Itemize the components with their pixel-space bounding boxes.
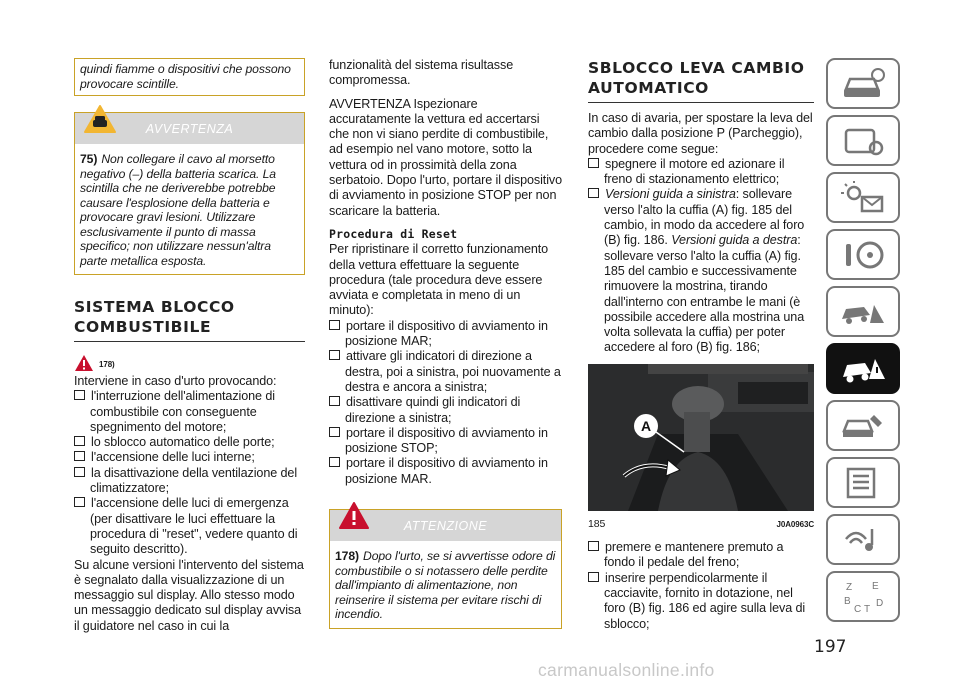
watermark: carmanualsonline.info — [538, 660, 715, 680]
alphabet-index-icon — [840, 578, 886, 616]
tab-starting-driving[interactable] — [826, 286, 900, 337]
list-item: disattivare quindi gli indicatori di direzione a sinistra; — [329, 395, 562, 426]
index-letter: D — [876, 597, 884, 609]
list-item: portare il dispositivo di avviamento in posizione MAR. — [329, 456, 562, 487]
chapter-tabs — [826, 58, 902, 628]
gear-release-intro: In caso di avaria, per spostare la leva del cambio dalla posizione P (Parcheggio), procedere come segue: — [588, 111, 813, 156]
danger-triangle-icon — [74, 354, 94, 372]
caution-reference — [74, 352, 305, 372]
tab-warning-lights[interactable] — [826, 172, 900, 223]
section-title-fuel-block — [74, 297, 305, 342]
warning-text: Non collegare il cavo al morsetto negativo (–) della batteria scarica. La scintilla che ne deriverebbe potrebbe causare l'esplosione della batteria e provocare gravi lesioni. Utilizzare esclusivamente il punto di massa specifico; non utilizzare nessun'altra parte metallica esposta. — [80, 152, 276, 268]
index-letter: T — [864, 603, 871, 615]
car-dashboard-icon — [840, 67, 886, 101]
list-item: portare il dispositivo di avviamento in posizione MAR; — [329, 319, 562, 350]
car-crash-icon — [839, 351, 887, 387]
tab-index[interactable] — [826, 571, 900, 622]
right-hand-drive-label: Versioni guida a destra — [671, 233, 798, 248]
section-title-line: COMBUSTIBILE — [74, 318, 212, 336]
index-letter: B — [844, 595, 851, 607]
index-letter: Z — [846, 581, 853, 593]
list-item — [588, 187, 814, 355]
inspection-warning-paragraph: AVVERTENZA Ispezionare accuratamente la vettura ed accertarsi che non vi siano perdite di combustibile, ad esempio nel vano motore, sotto la vettura od in prossimità della zona serbatoio. Dopo l'urto, portare il dispositivo di avviamento in posizione STOP per non scaricare la batteria. — [329, 96, 563, 218]
list-item: attivare gli indicatori di direzione a destra, poi a sinistra, poi nuovamente a destra e ancora a sinistra; — [329, 349, 562, 395]
list-item: premere e mantenere premuto a fondo il pedale del freno; — [588, 540, 814, 571]
warning-title: AVVERTENZA — [145, 122, 234, 136]
list-item: l'accensione delle luci di emergenza (per disattivare le luci effettuare la procedura di "reset", vedere quanto di seguito descritto). — [74, 496, 305, 557]
gear-lever-illustration — [588, 364, 814, 511]
list-item: l'accensione delle luci interne; — [74, 450, 305, 465]
list-item: la disattivazione della ventilazione del climatizzatore; — [74, 466, 305, 497]
warning-body — [75, 144, 304, 274]
car-key-icon — [840, 124, 886, 158]
index-letter: C — [854, 603, 862, 615]
left-hand-drive-label: Versioni guida a sinistra — [605, 187, 736, 202]
index-letter: E — [872, 580, 879, 592]
caution-number: 178) — [335, 549, 359, 564]
caution-text: Dopo l'urto, se si avvertisse odore di combustibile o si notassero delle perdite dall'impianto di alimentazione, non reinserire il sistema per evitare rischi di incendio. — [335, 549, 556, 622]
callout-label-a: A — [640, 417, 652, 434]
tab-service[interactable] — [826, 400, 900, 451]
section-title-gear-release — [588, 58, 814, 103]
list-item: l'interruzione dell'alimentazione di combustibile con conseguente spegnimento del motore; — [74, 389, 305, 435]
caution-ref-number: 178) — [99, 359, 115, 369]
gear-lever-photo — [588, 364, 814, 511]
tab-dashboard[interactable] — [826, 58, 900, 109]
caution-banner — [330, 510, 561, 541]
car-service-icon — [840, 409, 886, 443]
specs-list-icon — [840, 466, 886, 500]
steering-wheel-icon — [840, 238, 886, 272]
fuel-block-outro: Su alcune versioni l'intervento del sistema è segnalato dalla visualizzazione di un messaggio sul display. Allo stesso modo un messaggio dedicato sul display avvisa il guidatore nel caso in cui la — [74, 557, 304, 633]
list-item: spegnere il motore ed azionare il freno di stazionamento elettrico; — [588, 157, 814, 188]
continued-note: quindi fiamme o dispositivi che possono provocare scintille. — [80, 62, 291, 91]
tab-safety[interactable] — [826, 229, 900, 280]
warning-lights-icon — [840, 181, 886, 215]
reset-procedure-intro: Per ripristinare il corretto funzionamento della vettura effettuare la seguente procedura (tale procedura deve essere avviata e completata in meno di un minuto): — [329, 242, 549, 318]
section-title-line: SISTEMA BLOCCO — [74, 298, 235, 316]
reset-procedure-list — [329, 319, 562, 487]
figure-caption — [588, 517, 814, 532]
car-crash-icon — [840, 295, 886, 329]
warning-number: 75) — [80, 152, 98, 166]
column-2 — [329, 58, 562, 629]
column-3 — [588, 58, 814, 632]
column-1 — [74, 58, 305, 634]
section-title-line: SBLOCCO LEVA CAMBIO — [588, 59, 805, 77]
warning-banner — [75, 113, 304, 144]
list-item: lo sblocco automatico delle porte; — [74, 435, 305, 450]
list-item-text: : sollevare verso l'alto la cuffia (A) fig. 185 del cambio, in modo da accedere al foro (B) fig. 186. — [604, 187, 805, 248]
fuel-block-list — [74, 389, 305, 557]
multimedia-icon — [840, 523, 886, 557]
warning-box — [74, 112, 305, 275]
tab-emergency[interactable] — [826, 343, 900, 394]
paragraph: funzionalità del sistema risultasse compromessa. — [329, 58, 514, 88]
list-item-text: : sollevare verso l'alto la cuffia (A) fig. 185 del cambio e successivamente rimuovere la mostrina, tirando dall'interno con entrambe le mani (è possibile accedere alla mostrina una volta sollevata la cuffia) per poter accedere al foro (B) fig. 186; — [604, 233, 805, 355]
reset-procedure-heading: Procedura di Reset — [329, 226, 458, 241]
section-title-line: AUTOMATICO — [588, 79, 709, 97]
tab-multimedia[interactable] — [826, 514, 900, 565]
continued-note-box — [74, 58, 305, 96]
list-item: inserire perpendicolarmente il cacciavite, fornito in dotazione, nel foro (B) fig. 186 ed agire sulla leva di sblocco; — [588, 571, 814, 632]
list-item: portare il dispositivo di avviamento in posizione STOP; — [329, 426, 562, 457]
tab-knowing-car[interactable] — [826, 115, 900, 166]
figure-number: 185 — [588, 517, 606, 530]
caution-body — [330, 541, 561, 628]
caution-title: ATTENZIONE — [403, 519, 488, 534]
tab-technical-data[interactable] — [826, 457, 900, 508]
fuel-block-intro: Interviene in caso d'urto provocando: — [74, 374, 277, 388]
figure-code: J0A0963C — [776, 519, 814, 529]
page-number: 197 — [814, 637, 847, 657]
caution-box — [329, 509, 562, 629]
